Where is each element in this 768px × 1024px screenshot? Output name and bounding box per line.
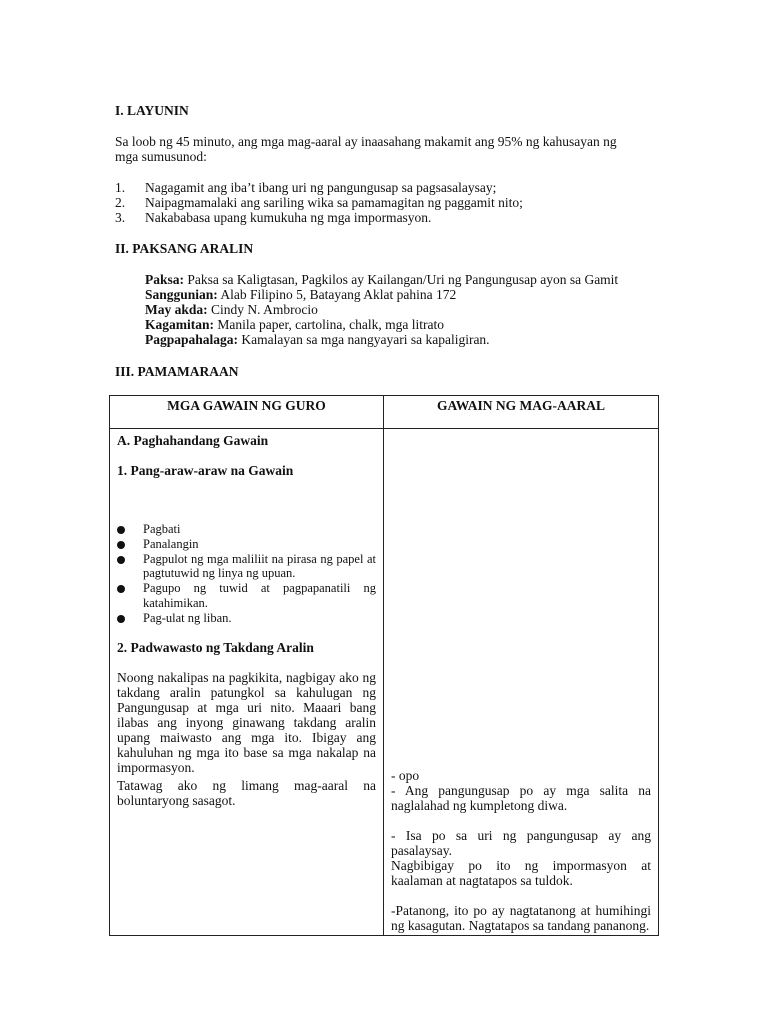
routine-list — [117, 522, 376, 626]
student-answer: - Ang pangungusap po ay mga salita na naglalahad ng kumpletong diwa. — [391, 783, 651, 813]
subheading-pang-araw-araw: 1. Pang-araw-araw na Gawain — [117, 463, 294, 478]
list-item — [117, 522, 376, 537]
bullet-icon — [117, 526, 125, 534]
intro-line: Sa loob ng 45 minuto, ang mga mag-aaral ay inaasahang makamit ang 95% ng kahusayan ng — [115, 134, 617, 149]
detail-row — [145, 287, 618, 302]
list-item — [117, 581, 376, 611]
subject-details — [145, 272, 618, 347]
detail-value: Paksa sa Kaligtasan, Pagkilos ay Kailangan/Uri ng Pangungusap ayon sa Gamit — [184, 272, 619, 287]
detail-row — [145, 302, 618, 317]
detail-value: Alab Filipino 5, Batayang Aklat pahina 172 — [217, 287, 457, 302]
list-text: Naipagmamalaki ang sariling wika sa pamamagitan ng paggamit nito; — [145, 195, 523, 210]
detail-row — [145, 317, 618, 332]
detail-label: Paksa: — [145, 272, 185, 287]
list-item — [117, 552, 376, 582]
list-text: Pag-ulat ng liban. — [143, 610, 232, 625]
list-text: Pagpulot ng mga maliliit na pirasa ng papel at pagtutuwid ng linya ng upuan. — [143, 551, 376, 581]
list-number: 1. — [115, 180, 126, 195]
list-item — [115, 210, 655, 225]
list-text: Nagagamit ang iba’t ibang uri ng pangungusap sa pagsasalaysay; — [145, 180, 497, 195]
student-answer: - Isa po sa uri ng pangungusap ay ang pasalaysay. — [391, 828, 651, 858]
section-heading-pamamaraan: III. PAMAMARAAN — [115, 364, 239, 379]
section-heading-paksang-aralin: II. PAKSANG ARALIN — [115, 241, 254, 256]
student-answer: Nagbibigay po ito ng impormasyon at kaalaman at nagtatapos sa tuldok. — [391, 858, 651, 888]
list-item — [117, 611, 376, 626]
list-item — [117, 537, 376, 552]
subheading-paghahandang-gawain: A. Paghahandang Gawain — [117, 433, 269, 448]
detail-label: Sanggunian: — [145, 287, 218, 302]
list-text: Nakababasa upang kumukuha ng mga impormasyon. — [145, 210, 432, 225]
header-student-activities: GAWAIN NG MAG-AARAL — [384, 396, 659, 429]
detail-value: Kamalayan sa mga nangyayari sa kapaligiran. — [238, 332, 490, 347]
student-activities-cell — [384, 429, 659, 936]
layunin-intro — [115, 134, 617, 164]
homework-paragraph: Noong nakalipas na pagkikita, nagbigay ako ng takdang aralin patungkol sa kahulugan ng Pangungusap at mga uri nito. Maaari bang ilabas ang inyong ginawang takdang aralin upang maiwasto ang mga ito. Ibigay ang kahuluhan ng mga ito base sa mga nakalap na impormasyon. — [117, 670, 376, 775]
subheading-padwawasto: 2. Padwawasto ng Takdang Aralin — [117, 640, 314, 655]
detail-label: Pagpapahalaga: — [145, 332, 239, 347]
list-number: 2. — [115, 195, 126, 210]
detail-label: Kagamitan: — [145, 317, 214, 332]
bullet-icon — [117, 585, 125, 593]
student-answer: -Patanong, ito po ay nagtatanong at humihingi ng kasagutan. Nagtatapos sa tandang pananong. — [391, 903, 651, 933]
detail-label: May akda: — [145, 302, 208, 317]
list-text: Pagupo ng tuwid at pagpapanatili ng katahimikan. — [143, 581, 376, 610]
student-answer: - opo — [391, 768, 420, 783]
list-item — [115, 180, 655, 195]
teacher-activities-cell — [110, 429, 384, 936]
table-header-row — [110, 396, 659, 429]
bullet-icon — [117, 556, 125, 564]
list-number: 3. — [115, 210, 126, 225]
header-teacher-activities: MGA GAWAIN NG GURO — [110, 396, 384, 429]
list-text: Pagbati — [143, 522, 181, 536]
detail-row — [145, 272, 618, 287]
list-item — [115, 195, 655, 210]
section-heading-layunin: I. LAYUNIN — [115, 103, 189, 118]
intro-line: mga sumusunod: — [115, 149, 207, 164]
list-text: Panalangin — [143, 536, 199, 551]
bullet-icon — [117, 541, 125, 549]
volunteer-paragraph: Tatawag ako ng limang mag-aaral na boluntaryong sasagot. — [117, 778, 376, 808]
table-row — [110, 429, 659, 936]
bullet-icon — [117, 615, 125, 623]
detail-value: Manila paper, cartolina, chalk, mga litrato — [214, 317, 444, 332]
objectives-list — [115, 180, 655, 225]
detail-value: Cindy N. Ambrocio — [207, 302, 318, 317]
procedure-table — [109, 395, 659, 936]
detail-row — [145, 332, 618, 347]
